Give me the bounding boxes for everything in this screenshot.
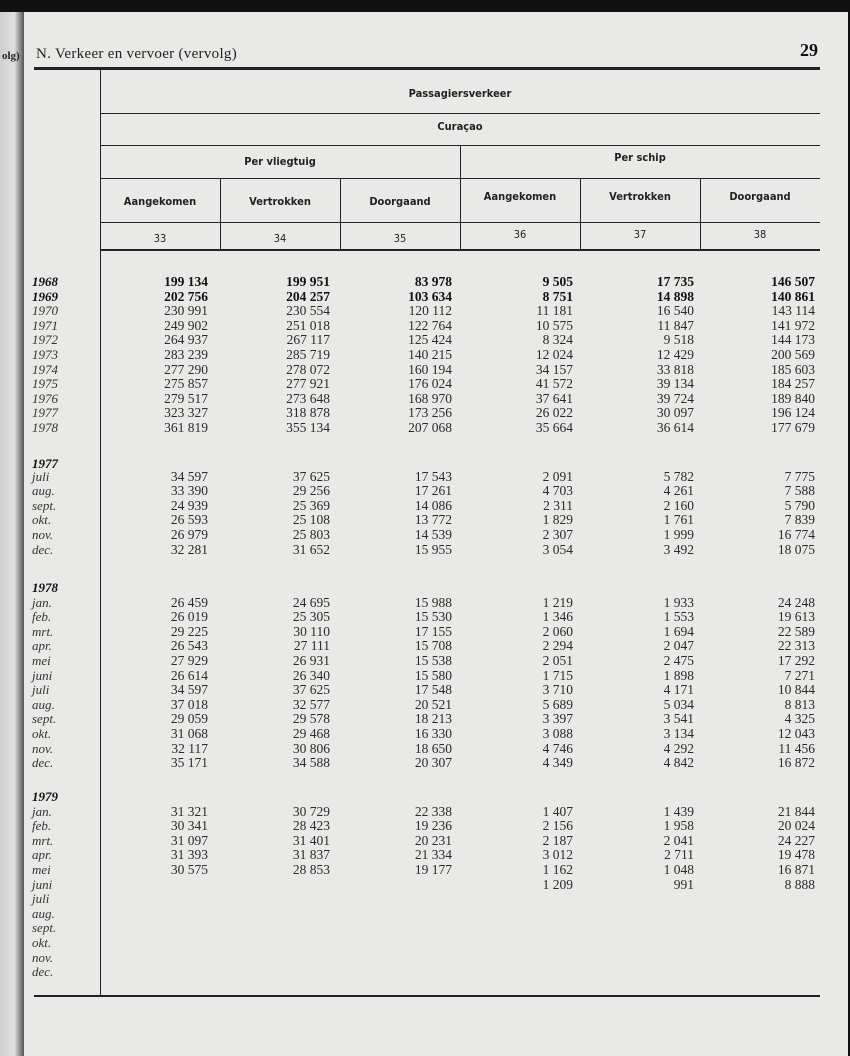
table-cell: 230 991 [164,303,208,319]
table-cell: 7 839 [784,512,815,528]
row-label: aug. [32,905,55,921]
column-divider [580,179,581,249]
table-cell: 2 051 [542,653,573,668]
table-cell: 30 806 [292,740,330,756]
row-label: juli [32,682,50,698]
row-label: apr. [32,847,52,863]
table-cell: 14 539 [414,527,452,542]
table-cell: 25 108 [292,512,330,528]
table-cell: 3 134 [663,726,694,741]
table-cell: 3 397 [542,711,573,727]
table-cell: 31 393 [170,847,208,863]
table-cell: 19 177 [414,862,452,877]
table-cell: 27 929 [170,653,208,668]
table-cell: 279 517 [164,390,208,406]
table-cell: 12 024 [535,347,573,362]
table-cell: 5 782 [663,468,694,484]
table-cell: 18 650 [414,740,452,756]
table-cell: 30 097 [656,405,694,421]
previous-page-fragment: olg) [2,50,20,62]
row-label: apr. [32,638,52,654]
table-cell: 1 999 [663,527,694,542]
table-cell: 20 024 [777,818,815,834]
table-cell: 14 086 [414,497,452,513]
table-cell: 15 955 [414,541,452,557]
table-cell: 1 346 [542,609,573,625]
table-cell: 146 507 [771,274,815,289]
table-cell: 103 634 [408,288,452,304]
table-cell: 11 181 [536,303,573,319]
table-cell: 29 225 [170,623,208,639]
table-cell: 28 853 [292,862,330,877]
table-cell: 3 492 [663,541,694,557]
row-label: feb. [32,818,52,834]
table-cell: 249 902 [164,317,208,333]
table-cell: 4 325 [784,711,815,727]
row-label: mrt. [32,623,54,639]
table-cell: 26 340 [292,667,330,683]
column-header: Vertrokken [609,190,671,203]
row-label: nov. [32,740,54,756]
row-label: jan. [32,594,52,610]
table-cell: 16 774 [777,527,815,542]
table-cell: 37 625 [292,682,330,698]
row-label: mei [32,653,51,668]
table-cell: 32 281 [170,541,208,557]
table-cell: 17 155 [414,623,452,639]
row-label: okt. [32,512,52,528]
column-number: 36 [513,228,527,241]
table-cell: 204 257 [286,288,330,304]
table-cell: 27 111 [293,638,330,654]
table-cell: 1 209 [542,876,573,892]
table-cell: 26 459 [170,594,208,610]
row-label: 1969 [32,288,58,304]
table-cell: 160 194 [408,361,452,377]
table-cell: 361 819 [164,420,208,435]
table-cell: 9 518 [663,332,694,348]
table-cell: 20 307 [414,755,452,771]
table-cell: 189 840 [771,390,815,406]
table-cell: 141 972 [771,317,815,333]
table-cell: 277 290 [164,361,208,377]
table-cell: 8 324 [542,332,573,348]
table-cell: 22 313 [777,638,815,654]
column-divider [340,179,341,249]
table-cell: 1 694 [663,623,694,639]
row-label: 1973 [32,347,58,362]
table-cell: 3 541 [663,711,694,727]
table-cell: 1 553 [663,609,694,625]
table-cell: 35 171 [170,755,208,771]
section-title: N. Verkeer en vervoer (vervolg) [36,46,238,62]
table-cell: 230 554 [286,303,330,319]
table-cell: 39 724 [656,390,694,406]
table-cell: 26 543 [170,638,208,654]
table-cell: 2 160 [663,497,694,513]
table-cell: 184 257 [771,376,815,392]
row-label: 1975 [32,376,58,392]
year-heading: 1978 [32,580,58,595]
table-cell: 3 054 [542,541,573,557]
table-cell: 991 [673,876,694,892]
table-cell: 2 311 [543,497,573,513]
table-cell: 168 970 [408,390,452,406]
table-cell: 12 043 [777,726,815,741]
table-cell: 2 156 [542,818,573,834]
row-label: 1972 [32,332,58,348]
table-cell: 318 878 [286,405,330,421]
row-label: juni [32,876,53,892]
table-cell: 26 022 [535,405,573,421]
table-cell: 37 018 [170,696,208,712]
table-cell: 2 475 [663,653,694,668]
table-cell: 10 575 [535,317,573,333]
table-cell: 1 048 [663,862,694,877]
bottom-rule [34,995,820,997]
table-cell: 30 110 [293,623,330,639]
rule [100,178,820,179]
table-cell: 14 898 [656,288,694,304]
row-label: dec. [32,964,54,980]
table-cell: 29 256 [292,483,330,499]
table-cell: 1 715 [542,667,573,683]
row-label: mei [32,862,51,877]
table-cell: 32 117 [171,740,208,756]
table-cell: 120 112 [408,303,452,319]
table-cell: 1 829 [542,512,573,528]
table-cell: 24 227 [777,832,815,848]
table-cell: 1 439 [663,803,694,819]
table-cell: 251 018 [286,317,330,333]
table-cell: 29 059 [170,711,208,727]
table-cell: 16 871 [777,862,815,877]
column-number: 37 [633,228,647,241]
row-label: okt. [32,726,52,741]
table-cell: 32 577 [292,696,330,712]
table-cell: 20 231 [414,832,452,848]
table-cell: 125 424 [408,332,452,348]
row-label: 1968 [32,274,58,289]
table-cell: 29 468 [292,726,330,741]
book-binding [0,12,24,1056]
column-header: Doorgaand [729,190,791,203]
table-cell: 1 958 [663,818,694,834]
table-cell: 277 921 [286,376,330,392]
table-cell: 7 588 [784,483,815,499]
column-divider [700,179,701,249]
table-cell: 2 187 [542,832,573,848]
table-cell: 34 597 [170,682,208,698]
row-label: 1974 [32,361,58,377]
column-number: 34 [273,232,287,245]
table-cell: 5 790 [784,497,815,513]
column-number: 35 [393,232,407,245]
table-cell: 267 117 [286,332,330,348]
row-label: 1971 [32,317,58,333]
table-cell: 2 091 [542,468,573,484]
table-cell: 273 648 [286,390,330,406]
table-cell: 7 271 [784,667,815,683]
table-cell: 173 256 [408,405,452,421]
region-title: Curaçao [437,120,483,133]
table-cell: 16 330 [414,726,452,741]
table-cell: 30 341 [170,818,208,834]
table-cell: 30 729 [292,803,330,819]
row-label: okt. [32,935,52,950]
table-cell: 13 772 [414,512,452,528]
table-cell: 26 019 [170,609,208,625]
table-cell: 202 756 [164,288,208,304]
table-cell: 17 292 [777,653,815,668]
year-heading: 1979 [32,789,58,804]
table-cell: 17 735 [656,274,694,289]
table-cell: 15 708 [414,638,452,654]
column-number: 38 [753,228,767,241]
table-cell: 8 888 [784,876,815,892]
table-cell: 15 538 [414,653,452,668]
table-cell: 19 613 [777,609,815,625]
subgroup-ship: Per schip [614,151,666,164]
subgroup-air: Per vliegtuig [244,155,316,168]
table-cell: 323 327 [164,405,208,421]
table-cell: 185 603 [771,361,815,377]
row-label: nov. [32,527,54,542]
table-cell: 200 569 [771,347,815,362]
table-cell: 25 803 [292,527,330,542]
table-cell: 2 047 [663,638,694,654]
header-bottom-rule [100,249,820,251]
table-cell: 122 764 [408,317,452,333]
table-cell: 275 857 [164,376,208,392]
table-cell: 31 652 [292,541,330,557]
table-cell: 4 349 [542,755,573,771]
group-title: Passagiersverkeer [408,87,512,100]
table-cell: 37 641 [535,390,573,406]
top-rule [34,67,820,70]
rule [100,222,820,223]
row-label: dec. [32,541,54,557]
table-cell: 4 171 [663,682,694,698]
table-cell: 30 575 [170,862,208,877]
table-cell: 2 711 [664,847,694,863]
subgroup-divider [460,145,461,250]
table-cell: 264 937 [164,332,208,348]
table-cell: 1 761 [663,512,694,528]
table-cell: 31 068 [170,726,208,741]
table-cell: 34 597 [170,468,208,484]
table-cell: 24 695 [292,594,330,610]
table-cell: 2 041 [663,832,694,848]
table-cell: 283 239 [164,347,208,362]
table-cell: 144 173 [771,332,815,348]
table-cell: 83 978 [414,274,452,289]
table-cell: 28 423 [292,818,330,834]
row-label: 1978 [32,420,58,435]
row-label: sept. [32,711,57,727]
rule [100,113,820,114]
table-cell: 24 939 [170,497,208,513]
table-cell: 31 097 [170,832,208,848]
table-cell: 18 213 [414,711,452,727]
table-cell: 25 305 [292,609,330,625]
table-cell: 9 505 [542,274,573,289]
table-cell: 36 614 [656,420,694,435]
row-label: 1977 [32,405,58,421]
column-header: Aangekomen [123,195,197,208]
table-cell: 19 236 [414,818,452,834]
table-cell: 35 664 [535,420,573,435]
table-cell: 34 157 [535,361,573,377]
table-cell: 2 060 [542,623,573,639]
row-label: feb. [32,609,52,625]
table-cell: 31 401 [292,832,330,848]
table-cell: 16 540 [656,303,694,319]
column-header: Vertrokken [249,195,311,208]
year-heading: 1977 [32,456,58,471]
table-cell: 4 842 [663,755,694,771]
table-cell: 22 338 [414,803,452,819]
table-cell: 3 088 [542,726,573,741]
row-label: sept. [32,920,57,936]
column-divider [220,179,221,249]
table-cell: 4 261 [663,483,694,499]
table-cell: 18 075 [777,541,815,557]
row-label: 1970 [32,303,58,319]
row-label: juli [32,891,50,907]
table-cell: 4 292 [663,740,694,756]
table-cell: 17 261 [414,483,452,499]
table-cell: 24 248 [777,594,815,610]
table-cell: 26 931 [292,653,330,668]
column-header: Aangekomen [483,190,557,203]
table-cell: 29 578 [292,711,330,727]
row-label: aug. [32,483,55,499]
table-cell: 33 390 [170,483,208,499]
table-cell: 15 530 [414,609,452,625]
row-label: nov. [32,949,54,965]
table-cell: 21 844 [777,803,815,819]
row-label: 1976 [32,390,58,406]
row-label: juni [32,667,53,683]
table-cell: 4 746 [542,740,573,756]
table-cell: 2 307 [542,527,573,542]
table-cell: 34 588 [292,755,330,771]
table-cell: 25 369 [292,497,330,513]
row-label: aug. [32,696,55,712]
table-cell: 199 951 [286,274,330,289]
table-cell: 177 679 [771,420,815,435]
table-cell: 12 429 [656,347,694,362]
table-cell: 19 478 [777,847,815,863]
table-cell: 33 818 [656,361,694,377]
table-cell: 355 134 [286,420,330,435]
table-cell: 140 215 [408,347,452,362]
table-cell: 285 719 [286,347,330,362]
table-cell: 22 589 [777,623,815,639]
table-cell: 2 294 [542,638,573,654]
table-cell: 1 162 [542,862,573,877]
table-cell: 176 024 [408,376,452,392]
table-cell: 15 988 [414,594,452,610]
table-cell: 37 625 [292,468,330,484]
table-cell: 1 407 [542,803,573,819]
table-cell: 5 689 [542,696,573,712]
table-cell: 1 933 [663,594,694,610]
table-cell: 11 456 [778,740,815,756]
table-cell: 4 703 [542,483,573,499]
table-cell: 143 114 [771,303,815,319]
row-label: sept. [32,497,57,513]
table-cell: 7 775 [784,468,815,484]
table-cell: 41 572 [535,376,573,392]
table-cell: 17 548 [414,682,452,698]
row-label: dec. [32,755,54,771]
table-cell: 26 979 [170,527,208,542]
table-cell: 196 124 [771,405,815,421]
table-cell: 1 898 [663,667,694,683]
table-cell: 1 219 [542,594,573,610]
table-cell: 10 844 [777,682,815,698]
table-cell: 3 012 [542,847,573,863]
row-label: mrt. [32,832,54,848]
table-cell: 140 861 [771,288,815,304]
table-cell: 8 813 [784,696,815,712]
table-cell: 17 543 [414,468,452,484]
table-cell: 3 710 [542,682,573,698]
table-cell: 199 134 [164,274,208,289]
table-cell: 278 072 [286,361,330,377]
table-cell: 31 321 [170,803,208,819]
page-number: 29 [800,40,818,60]
table-cell: 16 872 [777,755,815,771]
table-cell: 20 521 [414,696,452,712]
table-cell: 5 034 [663,696,694,712]
column-header: Doorgaand [369,195,431,208]
table-cell: 21 334 [414,847,452,863]
row-label: jan. [32,803,52,819]
table-cell: 39 134 [656,376,694,392]
row-label: juli [32,468,50,484]
column-number: 33 [153,232,167,245]
table-cell: 207 068 [408,420,452,435]
table-cell: 26 593 [170,512,208,528]
table-cell: 11 847 [657,317,694,333]
table-cell: 31 837 [292,847,330,863]
table-cell: 15 580 [414,667,452,683]
table-cell: 26 614 [170,667,208,683]
table-cell: 8 751 [542,288,573,304]
